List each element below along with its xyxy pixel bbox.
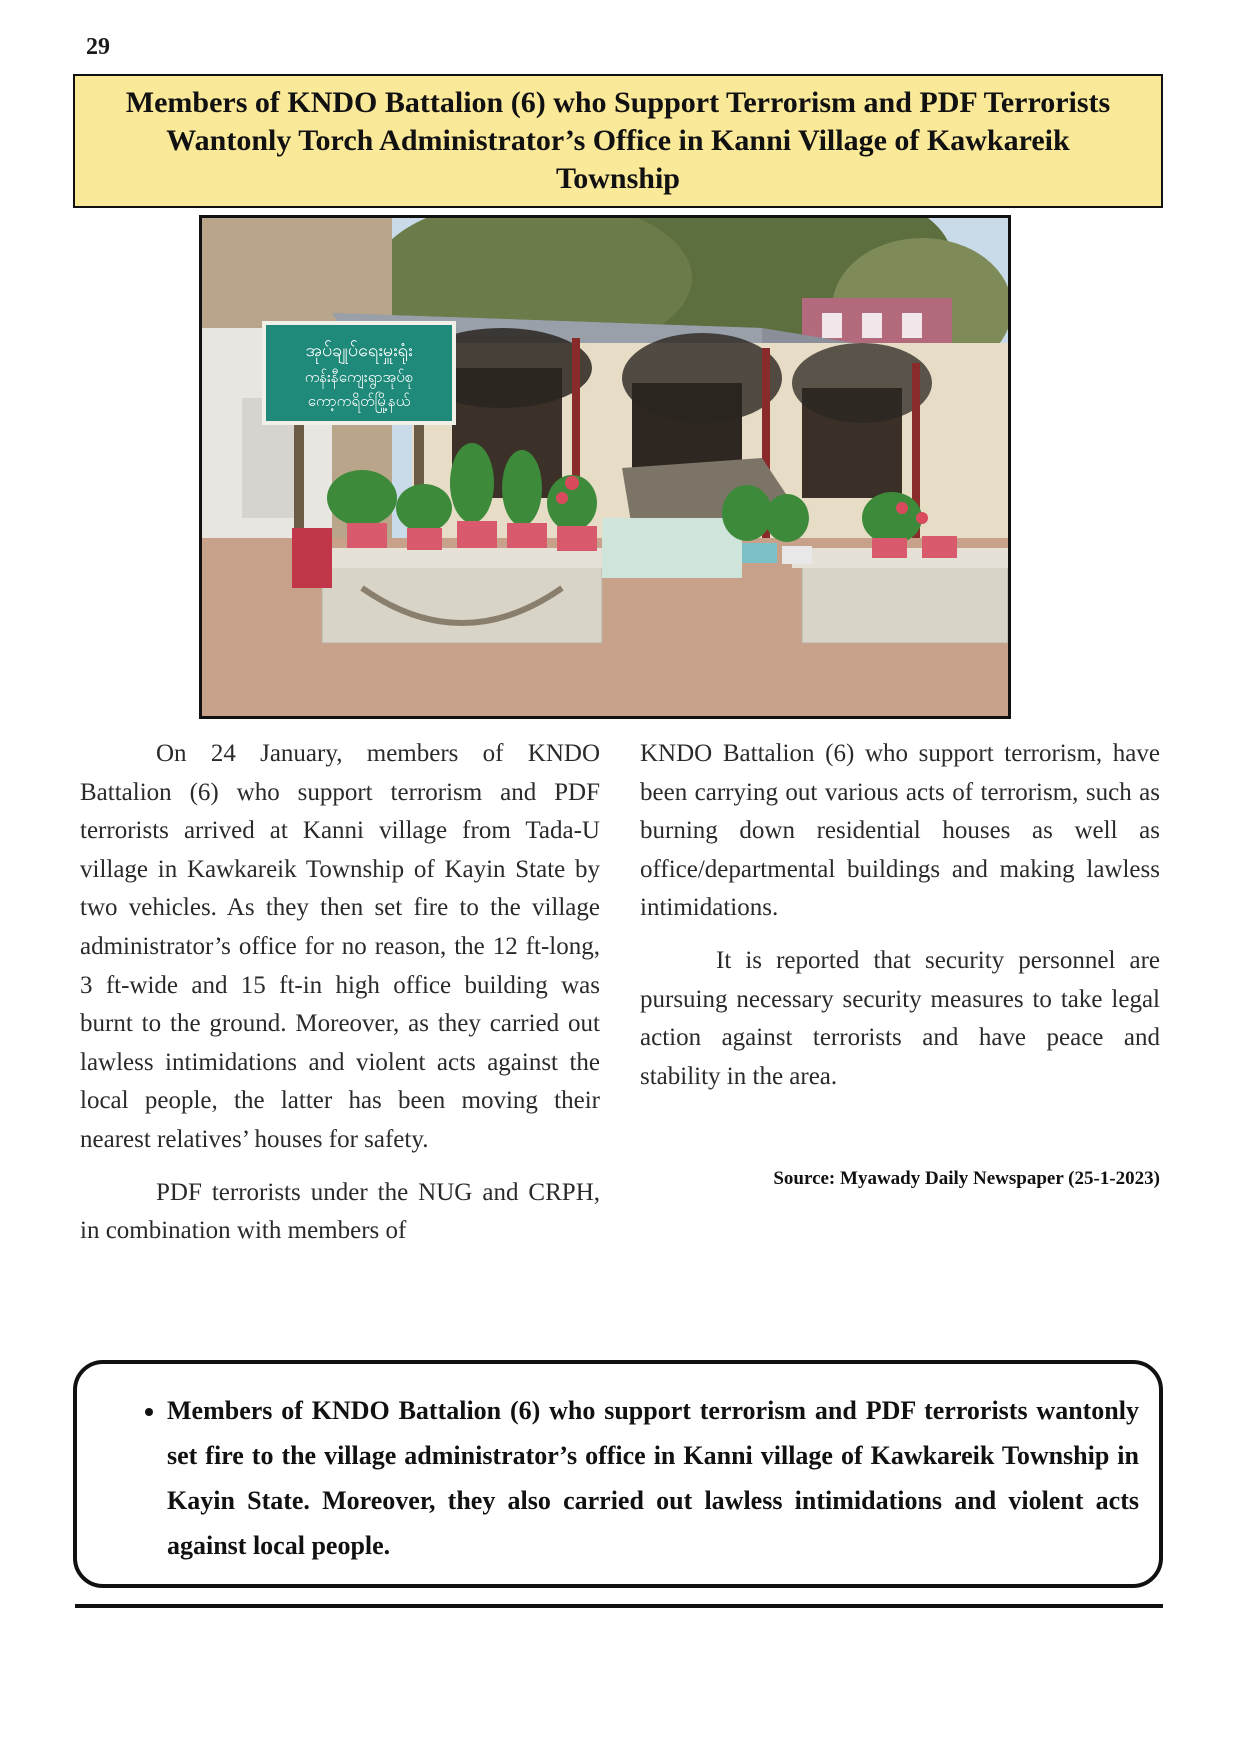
- sign-line-1: အုပ်ချုပ်ရေးမှူးရုံး: [305, 340, 413, 361]
- sign-line-3: ကော့ကရိတ်မြို့နယ်: [307, 392, 411, 410]
- article-paragraph: It is reported that security personnel are pursuing necessary security measures to take legal action against terrorists and have peace and stability in the area.: [640, 946, 1160, 1090]
- article-paragraph: PDF terrorists under the NUG and CRPH, in combination with members of: [80, 1178, 600, 1245]
- summary-bullet: • Members of KNDO Battalion (6) who support terrorism and PDF terrorists wantonly set fire to the village administrator’s office in Kanni village of Kawkareik Township in Kayin State. Moreover, they also carried out lawless intimidations and violent acts against local people.: [167, 1388, 1139, 1568]
- sign-line-2: ကန်းနီကျေးရွာအုပ်စု: [304, 368, 414, 386]
- news-photo: [199, 215, 1011, 719]
- summary-list: [117, 1388, 1139, 1568]
- headline: Members of KNDO Battalion (6) who Support Terrorism and PDF Terrorists Wantonly Torch Administrator’s Office in Kanni Village of Kawkareik Township: [125, 86, 1111, 195]
- headline-box: [73, 74, 1163, 208]
- source-citation: Source: Myawady Daily Newspaper (25-1-2023): [773, 1168, 1160, 1189]
- article-paragraph: KNDO Battalion (6) who support terrorism, have been carrying out various acts of terrorism, such as burning down residential houses as well as office/departmental buildings and making lawless intimidations.: [640, 740, 1160, 922]
- article-paragraph: On 24 January, members of KNDO Battalion (6) who support terrorism and PDF terrorists arrived at Kanni village from Tada-U village in Kawkareik Township of Kayin State by two vehicles. As they then set fire to the village administrator’s office for no reason, the 12 ft-long, 3 ft-wide and 15 ft-in high office building was burnt to the ground. Moreover, as they carried out lawless intimidations and violent acts against the local people, the latter has been moving their nearest relatives’ houses for safety.: [80, 740, 600, 1153]
- page-number: 29: [86, 34, 110, 60]
- burnt-office-photo: [202, 218, 1008, 716]
- bottom-divider: [75, 1604, 1163, 1608]
- summary-box: [73, 1360, 1163, 1588]
- article-column-left: [80, 735, 600, 1265]
- article-column-right: [640, 735, 1160, 1110]
